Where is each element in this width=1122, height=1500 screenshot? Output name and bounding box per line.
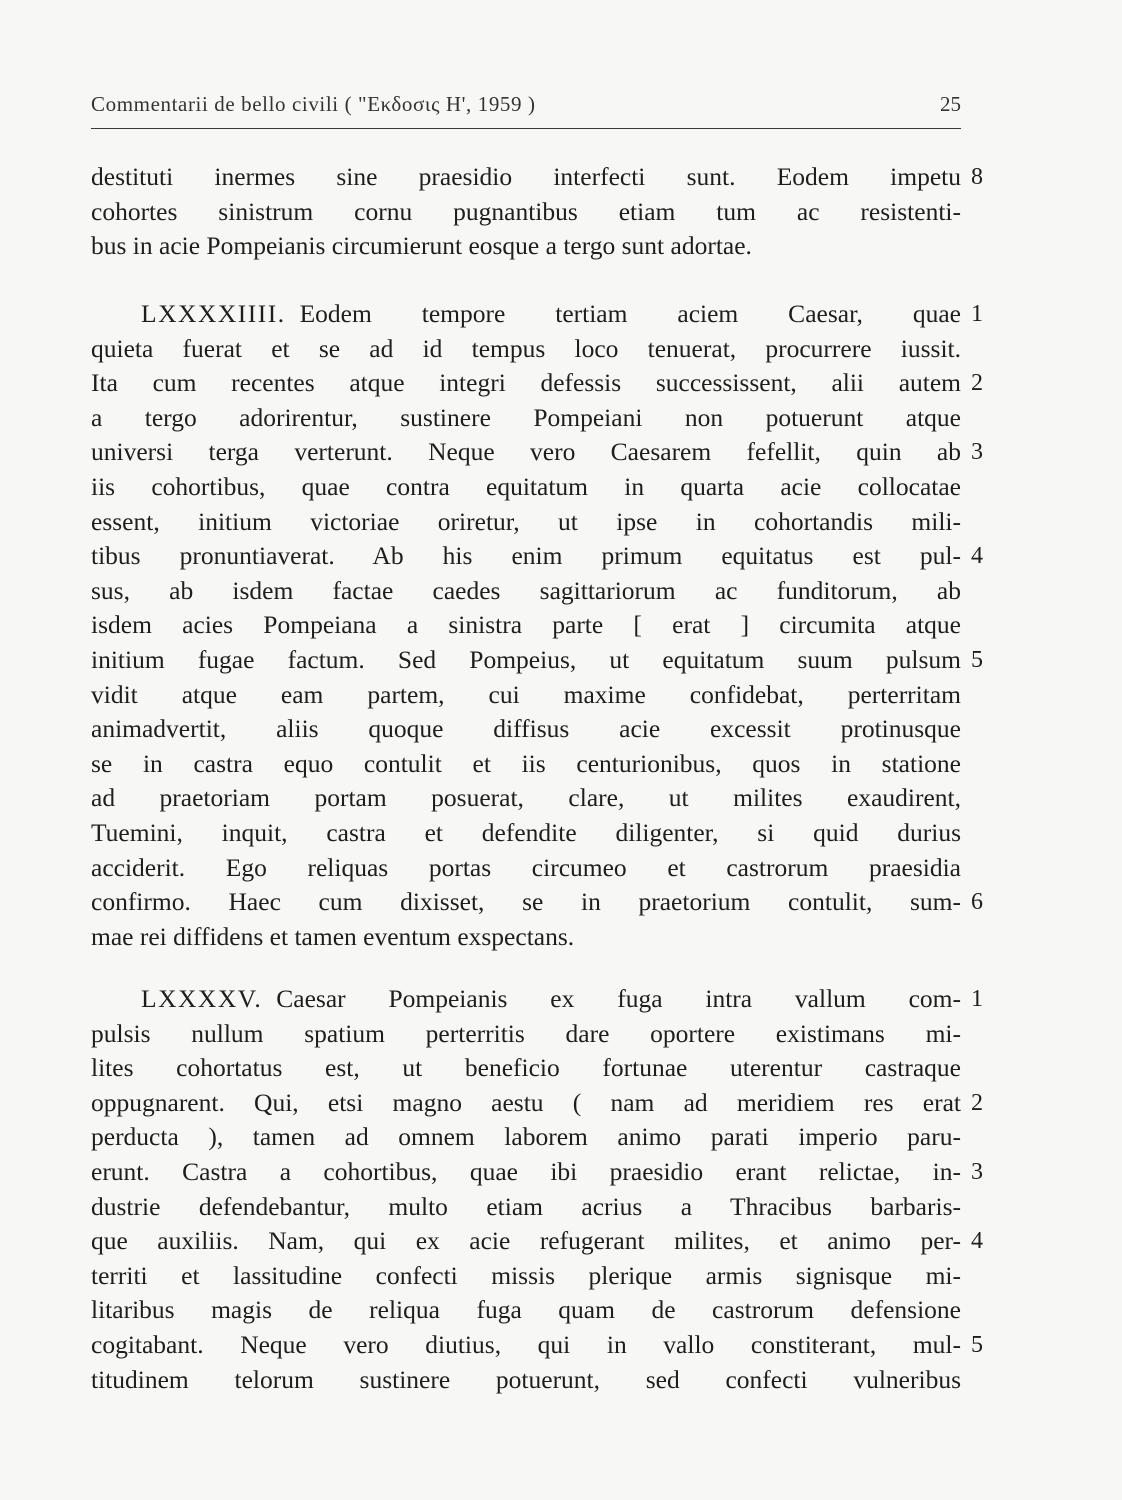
paragraph-continued	[91, 160, 983, 264]
section-number: 1	[971, 986, 983, 1012]
text-line: lites cohortatus est, ut beneficio fortunae uterentur castraque	[91, 1053, 961, 1083]
text-line: bus in acie Pompeianis circumierunt eosque a tergo sunt adortae.	[91, 231, 752, 261]
text-line: se in castra equo contulit et iis centurionibus, quos in statione	[91, 748, 961, 778]
chapter-number: LXXXXIIII.	[141, 299, 286, 328]
text-line: dustrie defendebantur, multo etiam acrius a Thracibus barbaris-	[91, 1191, 961, 1221]
page-header	[91, 88, 961, 129]
text-line: isdem acies Pompeiana a sinistra parte [ erat ] circumita atque	[91, 610, 961, 640]
section-number: 5	[971, 1331, 983, 1358]
text-line: universi terga verterunt. Neque vero Caesarem fefellit, quin ab 3	[91, 435, 961, 470]
running-title: Commentarii de bello civili ( "Εκδοσις Η', 1959 )	[91, 92, 536, 116]
text-line: tibus pronuntiaverat. Ab his enim primum equitatus est pul- 4	[91, 539, 961, 574]
text-line: que auxiliis. Nam, qui ex acie refugerant milites, et animo per- 4	[91, 1224, 961, 1259]
section-number: 3	[971, 439, 983, 466]
text-line: Ita cum recentes atque integri defessis successissent, alii autem 2	[91, 366, 961, 401]
text-line: perducta ), tamen ad omnem laborem animo parati imperio paru-	[91, 1122, 961, 1152]
text-line: erunt. Castra a cohortibus, quae ibi praesidio erant relictae, in- 3	[91, 1155, 961, 1190]
chapter-number: LXXXXV.	[141, 984, 263, 1013]
text-line: litaribus magis de reliqua fuga quam de castrorum defensione	[91, 1295, 961, 1325]
text-line: pulsis nullum spatium perterritis dare oportere existimans mi-	[91, 1018, 961, 1048]
section-number: 1	[971, 301, 983, 327]
text-line: destituti inermes sine praesidio interfecti sunt. Eodem impetu 8	[91, 160, 961, 195]
text-line: LXXXXIIII. Eodem tempore tertiam aciem Caesar, quae 1	[91, 297, 961, 332]
text-line: sus, ab isdem factae caedes sagittariorum ac funditorum, ab	[91, 575, 961, 605]
text-line: ad praetoriam portam posuerat, clare, ut milites exaudirent,	[91, 783, 961, 813]
section-number: 4	[971, 1228, 983, 1255]
page-number: 25	[940, 92, 961, 116]
section-number: 3	[971, 1158, 983, 1185]
text-line: territi et lassitudine confecti missis plerique armis signisque mi-	[91, 1260, 961, 1290]
section-number: 6	[971, 889, 983, 916]
text-line: LXXXXV. Caesar Pompeianis ex fuga intra vallum com- 1	[91, 982, 961, 1017]
text-line: mae rei diffidens et tamen eventum exspectans.	[91, 921, 575, 951]
text-line: cogitabant. Neque vero diutius, qui in vallo constiterant, mul- 5	[91, 1328, 961, 1363]
text-line: essent, initium victoriae oriretur, ut ipse in cohortandis mili-	[91, 506, 961, 536]
text-line: iis cohortibus, quae contra equitatum in quarta acie collocatae	[91, 471, 961, 501]
text-line: acciderit. Ego reliquas portas circumeo et castrorum praesidia	[91, 852, 961, 882]
text-line: initium fugae factum. Sed Pompeius, ut equitatum suum pulsum 5	[91, 643, 961, 678]
text-line: confirmo. Haec cum dixisset, se in praetorium contulit, sum- 6	[91, 885, 961, 920]
section-number: 2	[971, 1089, 983, 1116]
chapter-95	[91, 982, 983, 1397]
text-line: quieta fuerat et se ad id tempus loco tenuerat, procurrere iussit.	[91, 333, 961, 363]
text-line: animadvertit, aliis quoque diffisus acie excessit protinusque	[91, 714, 961, 744]
text-line: vidit atque eam partem, cui maxime confidebat, perterritam	[91, 679, 961, 709]
text-line: oppugnarent. Qui, etsi magno aestu ( nam ad meridiem res erat 2	[91, 1086, 961, 1121]
section-number: 2	[971, 370, 983, 397]
text-line: cohortes sinistrum cornu pugnantibus etiam tum ac resistenti-	[91, 196, 961, 226]
text-line: titudinem telorum sustinere potuerunt, sed confecti vulneribus	[91, 1364, 961, 1394]
section-number: 8	[971, 164, 983, 190]
text-line: Tuemini, inquit, castra et defendite diligenter, si quid durius	[91, 817, 961, 847]
text-line: a tergo adorirentur, sustinere Pompeiani non potuerunt atque	[91, 402, 961, 432]
section-number: 5	[971, 646, 983, 673]
chapter-94	[91, 297, 983, 954]
section-number: 4	[971, 543, 983, 570]
